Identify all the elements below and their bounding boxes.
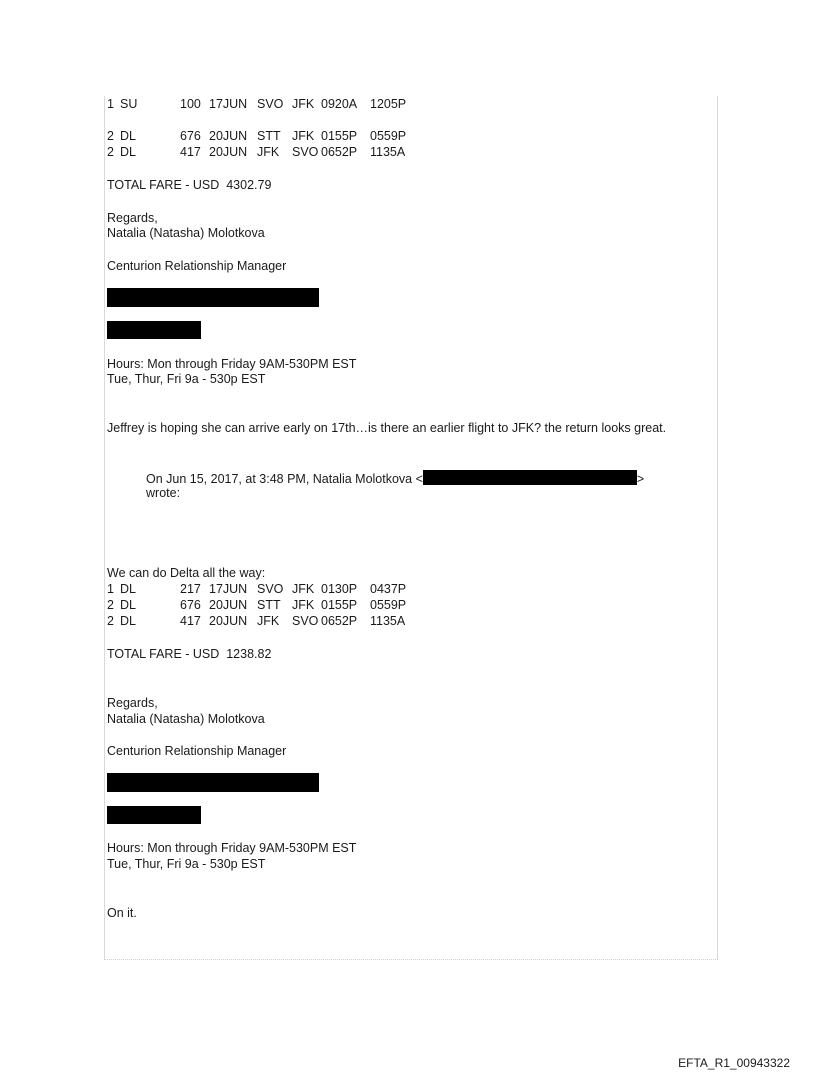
flight-arr: 0559P [370, 129, 407, 143]
flight-seq: 2 [107, 614, 114, 628]
flight-dep: 0155P [321, 129, 358, 143]
flight-to: JFK [292, 598, 315, 612]
flight-date: 20JUN [209, 145, 248, 159]
flight-seq: 2 [107, 129, 114, 143]
flight-seq: 2 [107, 598, 114, 612]
hours-line: Tue, Thur, Fri 9a - 530p EST [107, 857, 266, 871]
flight-from: JFK [257, 614, 280, 628]
flight-seq: 1 [107, 582, 114, 596]
total-fare: TOTAL FARE - USD 1238.82 [107, 647, 272, 661]
flight-carrier: DL [120, 598, 136, 612]
flight-dep: 0652P [321, 145, 358, 159]
flight-date: 17JUN [209, 97, 248, 111]
signature-title: Centurion Relationship Manager [107, 259, 287, 273]
flight-to: JFK [292, 129, 315, 143]
flight-date: 20JUN [209, 598, 248, 612]
flight-arr: 0559P [370, 598, 407, 612]
flight-from: STT [257, 598, 281, 612]
quote-header-suffix: > [636, 472, 645, 486]
flight-carrier: DL [120, 582, 136, 596]
hours-line: Hours: Mon through Friday 9AM-530PM EST [107, 841, 357, 855]
flight-arr: 1205P [370, 97, 407, 111]
flight-from: STT [257, 129, 281, 143]
flight-arr: 0437P [370, 582, 407, 596]
hours-line: Tue, Thur, Fri 9a - 530p EST [107, 372, 266, 386]
redaction-block [423, 470, 637, 485]
flight-from: SVO [257, 97, 284, 111]
reply-message: On it. [107, 906, 137, 920]
quote-header-prefix: On Jun 15, 2017, at 3:48 PM, Natalia Molotkova < [146, 472, 423, 486]
flight-date: 20JUN [209, 614, 248, 628]
flight-number: 417 [180, 145, 201, 159]
quote-header [146, 470, 644, 487]
redaction-block [107, 773, 319, 792]
delta-intro: We can do Delta all the way: [107, 566, 266, 580]
flight-carrier: DL [120, 145, 136, 159]
flight-arr: 1135A [370, 614, 406, 628]
flight-to: SVO [292, 614, 319, 628]
signature-name: Natalia (Natasha) Molotkova [107, 712, 265, 726]
regards: Regards, [107, 211, 158, 225]
flight-carrier: DL [120, 129, 136, 143]
flight-number: 417 [180, 614, 201, 628]
redaction-block [107, 321, 201, 339]
flight-to: JFK [292, 582, 315, 596]
flight-date: 20JUN [209, 129, 248, 143]
signature-name: Natalia (Natasha) Molotkova [107, 226, 265, 240]
flight-dep: 0155P [321, 598, 358, 612]
flight-to: JFK [292, 97, 315, 111]
document-id: EFTA_R1_00943322 [678, 1056, 790, 1070]
flight-date: 17JUN [209, 582, 248, 596]
flight-carrier: SU [120, 97, 138, 111]
flight-to: SVO [292, 145, 319, 159]
flight-carrier: DL [120, 614, 136, 628]
flight-dep: 0130P [321, 582, 358, 596]
flight-seq: 2 [107, 145, 114, 159]
flight-dep: 0920A [321, 97, 358, 111]
flight-from: JFK [257, 145, 280, 159]
flight-number: 676 [180, 129, 201, 143]
hours-line: Hours: Mon through Friday 9AM-530PM EST [107, 357, 357, 371]
redaction-block [107, 288, 319, 307]
reply-message: Jeffrey is hoping she can arrive early on 17th…is there an earlier flight to JFK? the return looks great. [107, 421, 667, 435]
flight-number: 676 [180, 598, 201, 612]
flight-number: 100 [180, 97, 201, 111]
flight-arr: 1135A [370, 145, 406, 159]
total-fare: TOTAL FARE - USD 4302.79 [107, 178, 272, 192]
flight-seq: 1 [107, 97, 114, 111]
redaction-block [107, 806, 201, 824]
flight-from: SVO [257, 582, 284, 596]
regards: Regards, [107, 696, 158, 710]
flight-dep: 0652P [321, 614, 358, 628]
signature-title: Centurion Relationship Manager [107, 744, 287, 758]
quote-wrote: wrote: [146, 486, 181, 500]
flight-number: 217 [180, 582, 201, 596]
